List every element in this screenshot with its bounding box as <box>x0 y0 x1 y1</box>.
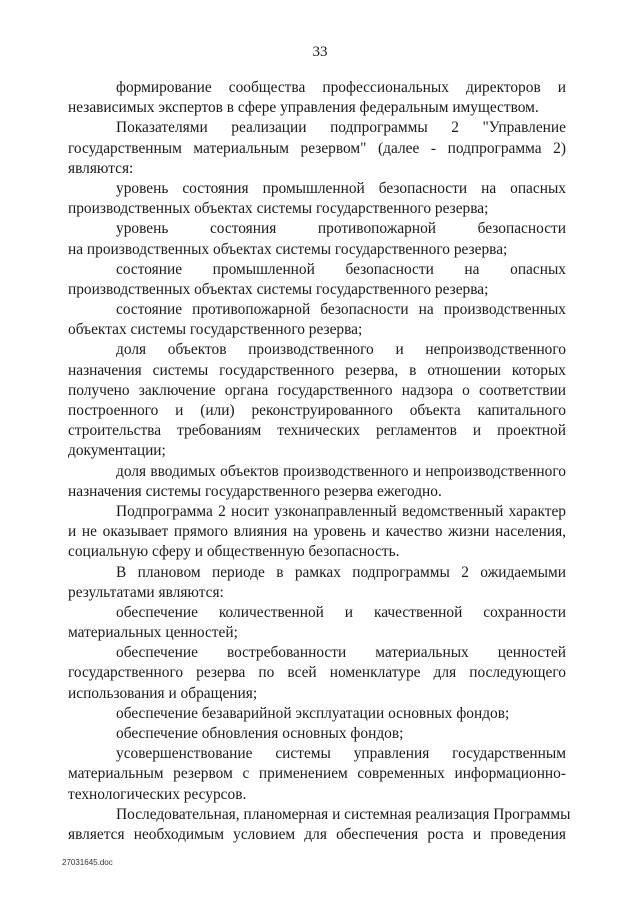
text-line: В плановом периоде в рамках подпрограммы 2 ожидаемыми <box>116 563 566 581</box>
text-line: назначения системы государственного резерва ежегодно. <box>68 482 442 500</box>
text-line: независимых экспертов в сфере управления федеральным имуществом. <box>68 99 539 117</box>
text-line: документации; <box>68 442 166 460</box>
document-footer-filename: 27031645.doc <box>62 858 113 867</box>
text-line: строительства требованиям технических регламентов и проектной <box>68 422 566 440</box>
text-line: государственного резерва по всей номенклатуре для последующего <box>68 664 566 682</box>
text-line: Показателями реализации подпрограммы 2 "Управление <box>116 119 566 137</box>
text-line: технологических ресурсов. <box>68 785 247 803</box>
text-line: социальную сферу и общественную безопасность. <box>68 543 400 561</box>
text-line: и не оказывает прямого влияния на уровень и качество жизни населения, <box>68 523 566 541</box>
text-line: уровень состояния противопожарной безопасности <box>116 220 566 238</box>
text-line: материальным резервом с применением современных информационно- <box>68 765 566 783</box>
text-line: формирование сообщества профессиональных директоров и <box>116 79 566 96</box>
text-line: усовершенствование системы управления государственным <box>116 745 566 763</box>
text-line: доля объектов производственного и непроизводственного <box>116 341 566 359</box>
text-line: производственных объектах системы государственного резерва; <box>68 200 489 218</box>
text-line: Подпрограмма 2 носит узконаправленный ведомственный характер <box>116 502 566 520</box>
text-line: назначения системы государственного резерва, в отношении которых <box>68 361 566 379</box>
text-line: на производственных объектах системы государственного резерва; <box>68 240 508 258</box>
text-line: являются: <box>68 159 134 177</box>
page-number: 33 <box>312 44 328 60</box>
text-line: производственных объектах системы государственного резерва; <box>68 280 489 298</box>
text-line: Последовательная, планомерная и системная реализация Программы <box>116 805 571 823</box>
text-line: обеспечение безаварийной эксплуатации основных фондов; <box>116 704 510 722</box>
text-line: обеспечение востребованности материальных ценностей <box>116 644 566 662</box>
text-line: состояние противопожарной безопасности на производственных <box>116 301 566 319</box>
text-line: состояние промышленной безопасности на опасных <box>116 260 566 278</box>
text-line: доля вводимых объектов производственного и непроизводственного <box>116 462 566 480</box>
text-line: результатами являются: <box>68 583 224 601</box>
text-line: государственным материальным резервом" (далее - подпрограмма 2) <box>68 139 566 157</box>
text-line: обеспечение обновления основных фондов; <box>116 725 404 742</box>
document-body <box>68 78 571 845</box>
text-line: использования и обращения; <box>68 684 258 702</box>
text-line: уровень состояния промышленной безопасности на опасных <box>116 179 566 197</box>
text-line: обеспечение количественной и качественной сохранности <box>116 603 566 621</box>
text-line: построенного и (или) реконструированного объекта капитального <box>68 402 566 419</box>
text-line: получено заключение органа государственного надзора о соответствии <box>68 381 566 399</box>
text-line: материальных ценностей; <box>68 624 238 642</box>
text-line: является необходимым условием для обеспечения роста и проведения <box>68 825 566 843</box>
text-line: объектах системы государственного резерва; <box>68 321 363 339</box>
